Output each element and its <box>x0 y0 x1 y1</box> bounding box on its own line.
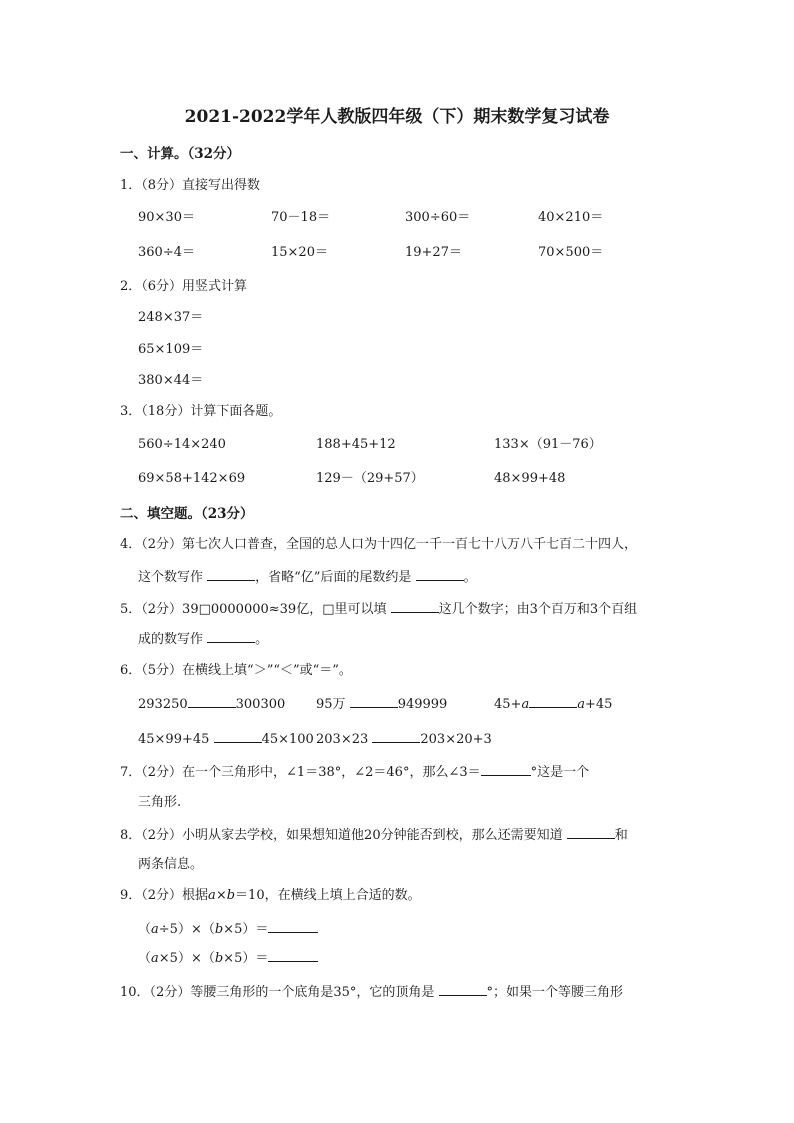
q7-line1 <box>120 763 589 781</box>
q5-blank-1[interactable] <box>391 600 439 613</box>
q9-r2-var-a: a <box>151 951 159 966</box>
q1-item: 70－18＝ <box>271 210 331 225</box>
q3-stem: 3．（18分）计算下面各题。 <box>120 404 282 419</box>
q1-stem: 1．（8分）直接写出得数 <box>120 178 261 193</box>
q6-b-right: 949999 <box>397 697 448 712</box>
q6-compare-d <box>138 730 314 748</box>
q9-blank-1[interactable] <box>268 920 318 933</box>
q6-e-left: 203×23 <box>316 732 369 747</box>
q4-blank-2[interactable] <box>416 568 464 581</box>
q9-stem <box>120 888 421 904</box>
q4-line1: 4．（2分）第七次人口普查，全国的总人口为十四亿一千一百七十八万八千七百二十四人， <box>120 537 638 552</box>
q3-item: 129－（29+57） <box>316 471 424 486</box>
q6-c-left-var: a <box>521 697 530 712</box>
q8-line1 <box>120 826 628 844</box>
q6-compare-e <box>316 730 492 748</box>
q6-c-right-num: +45 <box>584 697 613 712</box>
q10-text-a: 10．（2分）等腰三角形的一个底角是35°，它的顶角是 <box>120 985 439 1000</box>
q8-line2 <box>138 857 203 873</box>
q5-blank-2[interactable] <box>207 630 255 643</box>
q9-r2-open: （ <box>138 951 152 966</box>
q6-a-left: 293250 <box>138 697 188 712</box>
q4-line2 <box>138 568 477 586</box>
q5-text-d: 。 <box>255 632 269 647</box>
q8-text-b: 和 <box>614 828 628 843</box>
q7-blank-1[interactable] <box>481 763 531 776</box>
q9-var-b: b <box>226 888 236 903</box>
q6-e-right: 203×20+3 <box>420 732 492 747</box>
q2-item: 380×44＝ <box>138 373 204 388</box>
q10-line1 <box>120 983 623 1001</box>
q1-item: 360÷4＝ <box>138 245 195 260</box>
q6-c-right-var: a <box>577 697 585 712</box>
q5-text-c: 成的数写作 <box>138 632 208 647</box>
q6-blank-b[interactable] <box>350 695 398 708</box>
q9-times: × <box>215 888 227 903</box>
q9-var-a: a <box>208 888 216 903</box>
q6-d-right: 45×100 <box>261 732 314 747</box>
q1-item: 90×30＝ <box>138 210 195 225</box>
q9-pre: 9．（2分）根据 <box>120 888 209 903</box>
section-2-heading: 二、填空题。（23分） <box>120 506 254 522</box>
q6-a-right: 300300 <box>235 697 286 712</box>
q6-stem: 6．（5分）在横线上填“＞”“＜”或“＝”。 <box>120 663 352 678</box>
q7-line2 <box>138 795 181 811</box>
q7-text-a: 7．（2分）在一个三角形中，∠1＝38°，∠2＝46°，那么∠3＝ <box>120 765 481 780</box>
q7-text-c: 三角形. <box>138 795 182 810</box>
q3-item: 188+45+12 <box>316 437 396 452</box>
q6-compare-a <box>138 695 285 713</box>
q9-r1-mid2: ×5）＝ <box>223 922 269 937</box>
q6-blank-d[interactable] <box>214 730 262 743</box>
q1-item: 300÷60＝ <box>405 210 471 225</box>
q6-d-left: 45×99+45 <box>138 732 210 747</box>
q8-text-a: 8．（2分）小明从家去学校，如果想知道他20分钟能否到校，那么还需要知道 <box>120 828 567 843</box>
page-title: 2021-2022学年人教版四年级（下）期末数学复习试卷 <box>184 107 610 127</box>
q8-blank-1[interactable] <box>567 826 615 839</box>
q8-text-c: 两条信息。 <box>138 857 204 872</box>
q2-stem: 2．（6分）用竖式计算 <box>120 279 248 294</box>
section-1-heading: 一、计算。（32分） <box>120 146 241 162</box>
q5-text-b: 这几个数字；由3个百万和3个百组 <box>438 602 638 617</box>
q4-text-a: 这个数写作 <box>138 570 208 585</box>
q3-item: 69×58+142×69 <box>138 471 246 486</box>
q9-r2-mid2: ×5）＝ <box>223 951 269 966</box>
q9-r1-var-a: a <box>151 922 159 937</box>
q9-r1-open: （ <box>138 922 152 937</box>
q7-text-b: °这是一个 <box>530 765 590 780</box>
q9-r1-var-b: b <box>214 922 224 937</box>
q5-line1 <box>120 600 637 618</box>
q5-line2 <box>138 630 268 648</box>
q1-item: 70×500＝ <box>538 245 604 260</box>
q3-item: 48×99+48 <box>494 471 566 486</box>
q2-item: 65×109＝ <box>138 342 204 357</box>
q9-r1-mid1: ÷5）×（ <box>158 922 215 937</box>
q9-post: ＝10，在横线上填上合适的数。 <box>235 888 421 903</box>
q6-compare-c <box>494 695 612 713</box>
q10-text-b: °；如果一个等腰三角形 <box>486 985 624 1000</box>
q4-text-c: 。 <box>463 570 477 585</box>
q9-row-1 <box>138 920 318 938</box>
q6-blank-a[interactable] <box>188 695 236 708</box>
q3-item: 133×（91－76） <box>494 437 602 452</box>
q9-r2-var-b: b <box>214 951 224 966</box>
q9-row-2 <box>138 949 318 967</box>
q5-text-a: 5．（2分）39□0000000≈39亿，□里可以填 <box>120 602 391 617</box>
q6-blank-c[interactable] <box>529 695 577 708</box>
q6-c-left-num: 45+ <box>494 697 522 712</box>
q6-compare-b <box>316 695 447 713</box>
q9-blank-2[interactable] <box>268 949 318 962</box>
q3-item: 560÷14×240 <box>138 437 226 452</box>
q6-b-left: 95万 <box>316 697 346 712</box>
q1-item: 19+27＝ <box>405 245 462 260</box>
q1-item: 40×210＝ <box>538 210 604 225</box>
q2-item: 248×37＝ <box>138 310 204 325</box>
q10-blank-1[interactable] <box>439 983 487 996</box>
q9-r2-mid1: ×5）×（ <box>158 951 215 966</box>
q4-blank-1[interactable] <box>207 568 255 581</box>
q4-text-b: ，省略“亿”后面的尾数约是 <box>255 570 416 585</box>
q6-blank-e[interactable] <box>372 730 420 743</box>
q1-item: 15×20＝ <box>271 245 328 260</box>
